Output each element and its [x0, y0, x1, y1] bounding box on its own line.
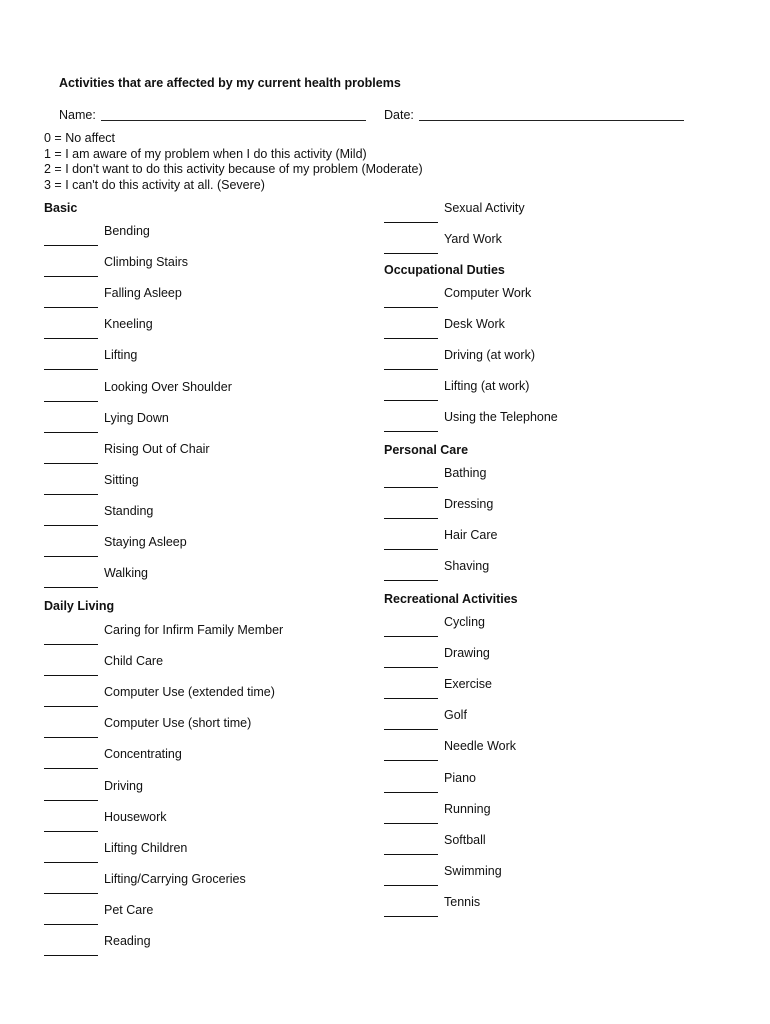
section-heading-occupational: Occupational Duties — [384, 263, 505, 277]
activity-label: Cycling — [444, 615, 485, 629]
activity-row — [44, 442, 364, 473]
activity-label: Lifting/Carrying Groceries — [104, 871, 246, 886]
legend-line: 2 = I don't want to do this activity because of my problem (Moderate) — [44, 162, 423, 177]
rating-legend — [44, 131, 423, 194]
activity-label: Child Care — [104, 654, 164, 669]
rating-blank[interactable] — [384, 823, 438, 824]
activity-label: Driving — [104, 778, 143, 793]
activity-row — [384, 559, 704, 590]
rating-blank[interactable] — [384, 253, 438, 254]
activity-row — [44, 566, 364, 597]
rating-blank[interactable] — [384, 885, 438, 886]
activity-label: Sitting — [104, 472, 139, 487]
activity-label: Drawing — [444, 646, 490, 661]
rating-blank[interactable] — [44, 525, 98, 526]
rating-blank[interactable] — [44, 831, 98, 832]
activity-row — [44, 747, 364, 778]
activity-row — [44, 872, 364, 903]
activity-label: Falling Asleep — [104, 286, 182, 301]
activity-row — [384, 739, 704, 770]
rating-blank[interactable] — [44, 893, 98, 894]
rating-blank[interactable] — [44, 556, 98, 557]
activity-row — [384, 833, 704, 864]
rating-blank[interactable] — [44, 432, 98, 433]
activity-row — [44, 504, 364, 535]
rating-blank[interactable] — [384, 792, 438, 793]
activity-row — [384, 708, 704, 739]
activity-row — [384, 615, 704, 646]
activity-row — [44, 810, 364, 841]
activity-label: Using the Telephone — [444, 410, 558, 425]
activity-label: Bending — [104, 224, 150, 238]
activity-row — [44, 411, 364, 442]
rating-blank[interactable] — [44, 706, 98, 707]
section-heading-personal-care: Personal Care — [384, 443, 469, 457]
rating-blank[interactable] — [384, 431, 438, 432]
section-heading-daily-living: Daily Living — [44, 599, 115, 613]
activity-row — [44, 473, 364, 504]
activity-label: Caring for Infirm Family Member — [104, 623, 284, 637]
activity-label: Hair Care — [444, 528, 498, 543]
rating-blank[interactable] — [44, 737, 98, 738]
activity-label: Dressing — [444, 497, 494, 512]
rating-blank[interactable] — [384, 222, 438, 223]
legend-line: 0 = No affect — [44, 131, 115, 145]
rating-blank[interactable] — [44, 401, 98, 402]
activity-label: Driving (at work) — [444, 348, 535, 363]
rating-blank[interactable] — [44, 245, 98, 246]
activity-row — [44, 716, 364, 747]
rating-blank[interactable] — [384, 729, 438, 730]
rating-blank[interactable] — [384, 338, 438, 339]
activity-row — [384, 771, 704, 802]
rating-blank[interactable] — [384, 307, 438, 308]
activity-label: Standing — [104, 503, 154, 518]
activity-label: Sexual Activity — [444, 201, 525, 215]
legend-line: 1 = I am aware of my problem when I do this activity (Mild) — [44, 146, 367, 161]
rating-blank[interactable] — [44, 675, 98, 676]
rating-blank[interactable] — [44, 862, 98, 863]
rating-blank[interactable] — [384, 487, 438, 488]
activity-label: Lifting Children — [104, 840, 188, 855]
rating-blank[interactable] — [44, 369, 98, 370]
activity-label: Rising Out of Chair — [104, 441, 210, 456]
legend-line: 3 = I can't do this activity at all. (Severe) — [44, 178, 265, 193]
rating-blank[interactable] — [44, 494, 98, 495]
activity-row — [384, 802, 704, 833]
activity-row — [384, 286, 704, 317]
activity-row — [384, 528, 704, 559]
rating-blank[interactable] — [44, 955, 98, 956]
activity-label: Pet Care — [104, 902, 154, 917]
activity-row — [44, 841, 364, 872]
rating-blank[interactable] — [384, 369, 438, 370]
activity-row — [44, 654, 364, 685]
activity-label: Housework — [104, 809, 167, 824]
activity-label: Staying Asleep — [104, 535, 187, 549]
activity-label: Piano — [444, 770, 476, 785]
activity-label: Golf — [444, 708, 467, 723]
rating-blank[interactable] — [384, 580, 438, 581]
rating-blank[interactable] — [384, 400, 438, 401]
rating-blank[interactable] — [384, 760, 438, 761]
rating-blank[interactable] — [44, 338, 98, 339]
activity-row — [44, 224, 364, 255]
rating-blank[interactable] — [384, 916, 438, 917]
date-label: Date: — [384, 108, 414, 122]
rating-blank[interactable] — [44, 800, 98, 801]
activity-label: Bathing — [444, 466, 487, 480]
activity-label: Tennis — [444, 894, 481, 909]
activity-row — [44, 903, 364, 934]
activity-row — [384, 864, 704, 895]
rating-blank[interactable] — [44, 644, 98, 645]
activity-label: Exercise — [444, 677, 492, 692]
activity-row — [44, 623, 364, 654]
activity-row — [384, 497, 704, 528]
activity-row — [384, 895, 704, 926]
rating-blank[interactable] — [44, 276, 98, 277]
activity-row — [384, 348, 704, 379]
activity-label: Yard Work — [444, 232, 502, 247]
activity-row — [44, 380, 364, 411]
activity-label: Reading — [104, 934, 151, 948]
activity-row — [44, 348, 364, 379]
activity-label: Looking Over Shoulder — [104, 379, 232, 394]
rating-blank[interactable] — [384, 854, 438, 855]
rating-blank[interactable] — [44, 768, 98, 769]
activity-label: Climbing Stairs — [104, 255, 189, 270]
activity-label: Swimming — [444, 863, 502, 878]
activity-row — [384, 232, 704, 263]
activity-label: Desk Work — [444, 317, 505, 332]
form-title: Activities that are affected by my current health problems — [59, 76, 401, 90]
rating-blank[interactable] — [384, 518, 438, 519]
activity-label: Computer Use (extended time) — [104, 685, 275, 700]
activity-row — [384, 410, 704, 441]
activity-row — [384, 466, 704, 497]
activity-row — [44, 779, 364, 810]
activity-label: Lifting — [104, 348, 138, 363]
activity-label: Shaving — [444, 559, 490, 574]
activity-row — [44, 685, 364, 716]
activity-row — [44, 934, 364, 965]
activity-label: Softball — [444, 832, 486, 847]
activity-label: Needle Work — [444, 739, 517, 754]
activity-row — [44, 286, 364, 317]
rating-blank[interactable] — [384, 549, 438, 550]
rating-blank[interactable] — [384, 636, 438, 637]
activity-label: Lifting (at work) — [444, 379, 530, 394]
name-field[interactable] — [101, 120, 366, 121]
activity-row — [44, 535, 364, 566]
activity-row — [384, 646, 704, 677]
rating-blank[interactable] — [44, 587, 98, 588]
rating-blank[interactable] — [384, 698, 438, 699]
activity-label: Computer Work — [444, 286, 532, 300]
activity-label: Walking — [104, 566, 148, 581]
section-heading-recreational: Recreational Activities — [384, 592, 518, 606]
activity-row — [44, 255, 364, 286]
date-field[interactable] — [419, 120, 684, 121]
name-label: Name: — [59, 108, 96, 122]
activity-label: Lying Down — [104, 410, 169, 425]
activity-row — [44, 317, 364, 348]
activity-label: Concentrating — [104, 747, 182, 762]
rating-blank[interactable] — [384, 667, 438, 668]
rating-blank[interactable] — [44, 307, 98, 308]
activity-row — [384, 201, 704, 232]
activity-row — [384, 677, 704, 708]
rating-blank[interactable] — [44, 463, 98, 464]
activity-row — [384, 379, 704, 410]
activity-label: Kneeling — [104, 317, 153, 332]
rating-blank[interactable] — [44, 924, 98, 925]
section-heading-basic: Basic — [44, 201, 78, 215]
activity-label: Computer Use (short time) — [104, 716, 252, 731]
activity-label: Running — [444, 801, 491, 816]
activity-row — [384, 317, 704, 348]
